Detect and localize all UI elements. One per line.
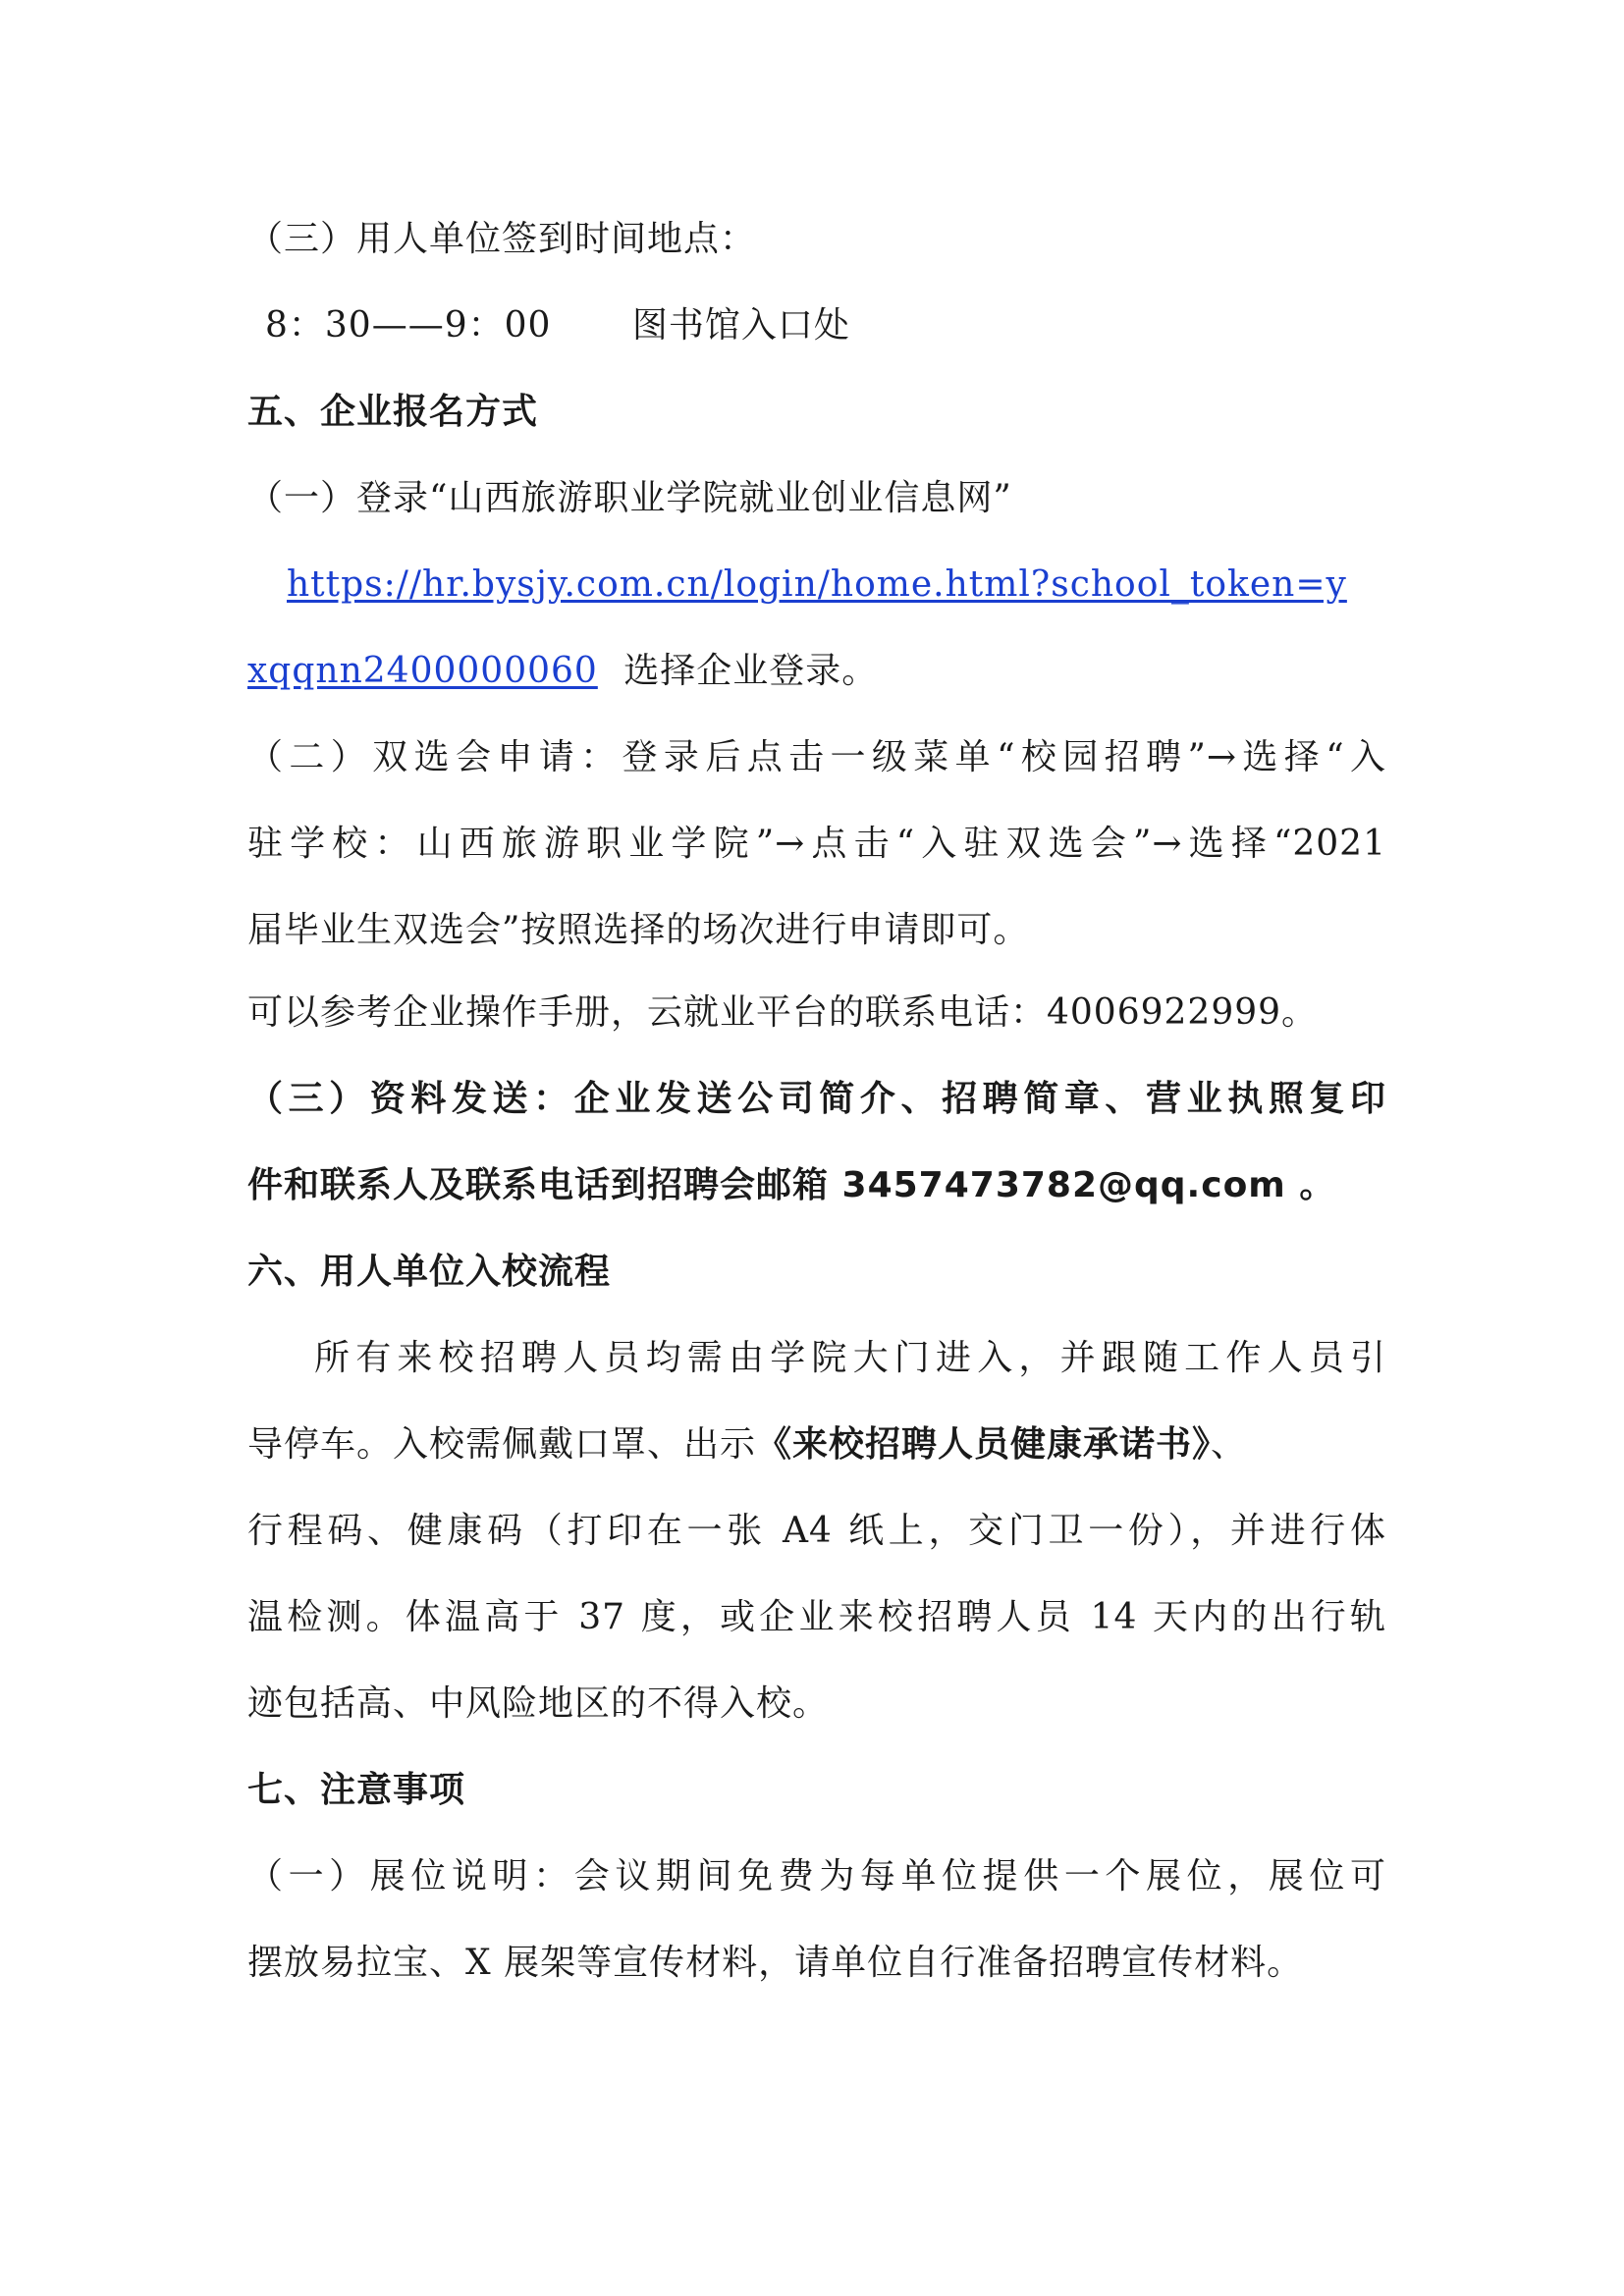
login-url-link-part2[interactable]: xqqnn2400000060	[247, 651, 598, 691]
select-enterprise-login-text: 选择企业登录。	[623, 651, 879, 691]
materials-text-1: （三）资料发送：企业发送公司简介、招聘简章、营业执照复印	[247, 1079, 1386, 1119]
entry-process-text-5: 迹包括高、中风险地区的不得入校。	[247, 1683, 830, 1724]
entry-process-line-4	[247, 1596, 1386, 1639]
booth-note-text-2: 摆放易拉宝、X 展架等宣传材料，请单位自行准备招聘宣传材料。	[247, 1943, 1304, 1983]
login-url-line-2	[247, 650, 1386, 693]
signin-time-detail	[265, 304, 1404, 347]
entry-process-text-1: 所有来校招聘人员均需由学院大门进入，并跟随工作人员引	[314, 1338, 1386, 1378]
entry-process-text-3: 行程码、健康码（打印在一张 A4 纸上，交门卫一份），并进行体	[247, 1511, 1386, 1551]
booth-note-line-2	[247, 1942, 1386, 1985]
fair-application-line-2	[247, 823, 1386, 866]
signin-time-heading	[247, 218, 1386, 261]
entry-process-line-5	[247, 1682, 1386, 1726]
section-7-title: 七、注意事项	[247, 1770, 466, 1810]
booth-note-text-1: （一）展位说明：会议期间免费为每单位提供一个展位，展位可	[247, 1856, 1386, 1896]
fair-application-text-1: （二）双选会申请：登录后点击一级菜单“校园招聘”→选择“入	[247, 737, 1386, 777]
entry-process-text-2a: 导停车。入校需佩戴口罩、出示	[247, 1424, 757, 1465]
entry-process-text-4: 温检测。体温高于 37 度，或企业来校招聘人员 14 天内的出行轨	[247, 1597, 1386, 1637]
materials-text-2: 件和联系人及联系电话到招聘会邮箱 3457473782@qq.com 。	[247, 1165, 1336, 1205]
entry-process-text-2c: 、	[1211, 1424, 1248, 1465]
login-url-line	[287, 563, 1386, 607]
materials-line-2	[247, 1164, 1386, 1207]
signin-time: 8：30——9：00	[265, 305, 552, 346]
section-5-heading	[247, 391, 1386, 434]
manual-reference-line	[247, 991, 1386, 1035]
fair-application-text-3: 届毕业生双选会”按照选择的场次进行申请即可。	[247, 910, 1030, 950]
health-pledge-title: 《来校招聘人员健康承诺书》	[756, 1424, 1212, 1465]
section-6-heading	[247, 1251, 1386, 1294]
login-url-link-part1[interactable]: https://hr.bysjy.com.cn/login/home.html?school_token=y	[287, 564, 1347, 605]
login-instruction	[247, 477, 1386, 520]
entry-process-line-1	[314, 1337, 1386, 1380]
section-5-title: 五、企业报名方式	[247, 392, 539, 432]
login-instruction-text: （一）登录“山西旅游职业学院就业创业信息网”	[247, 478, 1012, 518]
fair-application-line-1	[247, 736, 1386, 779]
entry-process-line-3	[247, 1510, 1386, 1553]
booth-note-line-1	[247, 1855, 1386, 1898]
materials-line-1	[247, 1078, 1386, 1121]
section-6-title: 六、用人单位入校流程	[247, 1252, 612, 1292]
section-7-heading	[247, 1769, 1386, 1812]
manual-reference-text: 可以参考企业操作手册，云就业平台的联系电话：4006922999。	[247, 992, 1319, 1033]
fair-application-line-3	[247, 909, 1386, 952]
signin-location: 图书馆入口处	[631, 305, 850, 346]
signin-time-heading-text: （三）用人单位签到时间地点：	[247, 219, 757, 259]
entry-process-line-2	[247, 1423, 1386, 1467]
fair-application-text-2: 驻学校：山西旅游职业学院”→点击“入驻双选会”→选择“2021	[247, 824, 1386, 864]
